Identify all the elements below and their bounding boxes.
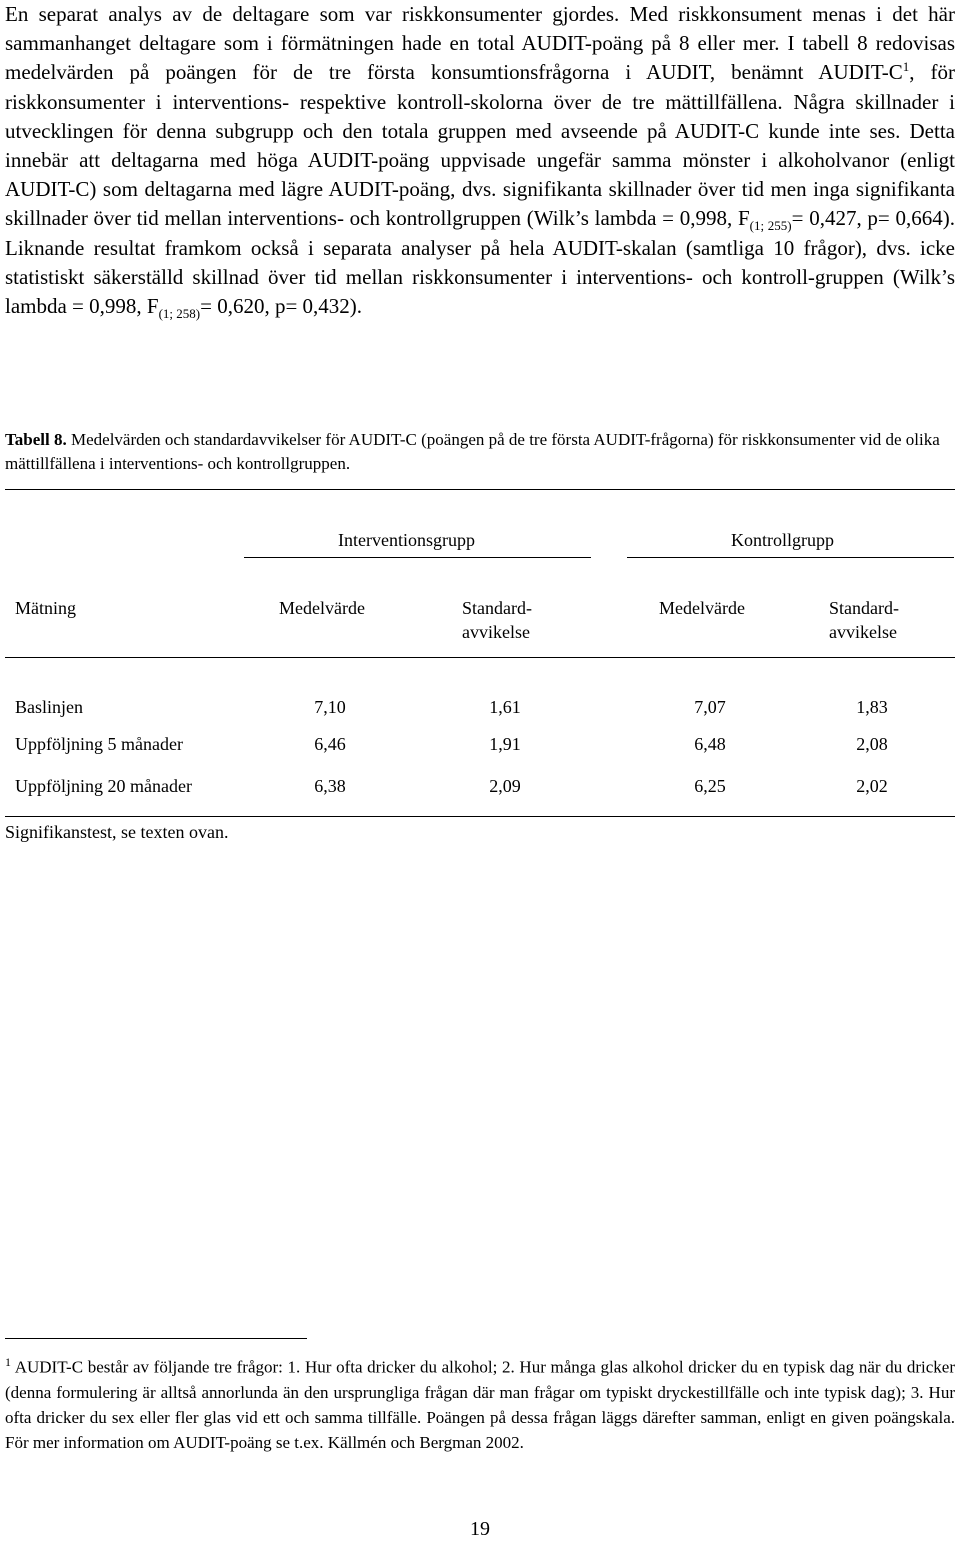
paragraph-text-4: = 0,620, p= 0,432).	[200, 294, 363, 319]
header-intervention-group: Interventionsgrupp	[338, 530, 475, 550]
intervention-group-rule	[244, 557, 591, 558]
footnote-reference[interactable]: 1	[902, 59, 910, 75]
col-header-sd-intervention-2: avvikelse	[462, 622, 530, 642]
table-caption-label: Tabell 8.	[5, 430, 67, 449]
col-header-mean-intervention: Medelvärde	[279, 598, 365, 618]
col-header-sd-control-1: Standard-	[829, 598, 899, 618]
cell-sd-intervention: 2,09	[489, 776, 521, 796]
paragraph-text-3: = 0,427, p= 0,664). Liknande resultat framkom också i separata analyser på hela AUDIT-skalan (samtliga 10 frågor), dvs. icke statistiskt säkerställd skillnad över tid mellan riskkonsumenter i interventions- och kontroll-gruppen (Wilk’s lambda = 0,998, F	[5, 206, 955, 319]
cell-mean-intervention: 6,46	[314, 734, 346, 754]
cell-mean-intervention: 7,10	[314, 697, 346, 717]
paragraph-text-1: En separat analys av de deltagare som var riskkonsumenter gjordes. Med riskkonsument menas i det här sammanhanget deltagare som i förmätningen hade en total AUDIT-poäng på 8 eller mer. I tabell 8 redovisas medelvärden på poängen för de tre första konsumtionsfrågorna i AUDIT, benämnt AUDIT-C	[5, 2, 955, 85]
paragraph-text-2: , för riskkonsumenter i interventions- respektive kontroll-skolorna över de tre mättillfällena. Några skillnader i utvecklingen för denna subgrupp och den totala gruppen med avseende på AUDIT-C kunde inte ses. Detta innebär att deltagarna med höga AUDIT-poäng uppvisade ungefär samma mönster i alkoholvanor (enligt AUDIT-C) som deltagarna med lägre AUDIT-poäng, dvs. signifikanta skillnader över tid men inga signifikanta skillnader över tid mellan interventions- och kontrollgruppen (Wilk’s lambda = 0,998, F	[5, 60, 955, 231]
cell-sd-intervention: 1,61	[489, 697, 521, 717]
col-header-measure: Mätning	[15, 598, 76, 618]
footnote	[5, 1350, 955, 1455]
subscript-df-1: (1; 255)	[749, 218, 792, 234]
cell-sd-control: 2,08	[856, 734, 888, 754]
row-label: Baslinjen	[15, 697, 83, 717]
table-top-rule	[5, 489, 955, 490]
row-label: Uppföljning 20 månader	[15, 776, 192, 796]
col-header-sd-intervention-1: Standard-	[462, 598, 532, 618]
footnote-separator	[5, 1338, 307, 1339]
header-bottom-rule	[5, 657, 955, 658]
col-header-mean-control: Medelvärde	[659, 598, 745, 618]
page-number: 19	[470, 1518, 490, 1540]
cell-mean-control: 6,25	[694, 776, 726, 796]
cell-sd-control: 2,02	[856, 776, 888, 796]
table-caption	[5, 428, 955, 476]
row-label: Uppföljning 5 månader	[15, 734, 183, 754]
footnote-text: AUDIT-C består av följande tre frågor: 1. Hur ofta dricker du alkohol; 2. Hur många glas alkohol dricker du en typisk dag när du dricker (denna formulering är alltså annorlunda än den ursprungliga frågan där man frågar om typiskt dryckestillfälle och inte typisk dag); 3. Hur ofta dricker du sex eller fler glas vid ett och samma tillfälle. Poängen på dessa frågan läggs därefter samman, enligt en given poängskala. För mer information om AUDIT-poäng se t.ex. Källmén och Bergman 2002.	[5, 1357, 955, 1453]
table-note: Signifikanstest, se texten ovan.	[5, 822, 229, 842]
cell-mean-control: 7,07	[694, 697, 726, 717]
cell-mean-intervention: 6,38	[314, 776, 346, 796]
control-group-rule	[627, 557, 954, 558]
footnote-mark: 1	[5, 1355, 11, 1369]
table-caption-text: Medelvärden och standardavvikelser för AUDIT-C (poängen på de tre första AUDIT-frågorna) för riskkonsumenter vid de olika mättillfällena i interventions- och kontrollgruppen.	[5, 430, 940, 473]
table-bottom-rule	[5, 816, 955, 817]
cell-sd-control: 1,83	[856, 697, 888, 717]
col-header-sd-control-2: avvikelse	[829, 622, 897, 642]
subscript-df-2: (1; 258)	[158, 306, 201, 322]
cell-mean-control: 6,48	[694, 734, 726, 754]
header-control-group: Kontrollgrupp	[731, 530, 834, 550]
body-paragraph	[5, 0, 955, 321]
cell-sd-intervention: 1,91	[489, 734, 521, 754]
